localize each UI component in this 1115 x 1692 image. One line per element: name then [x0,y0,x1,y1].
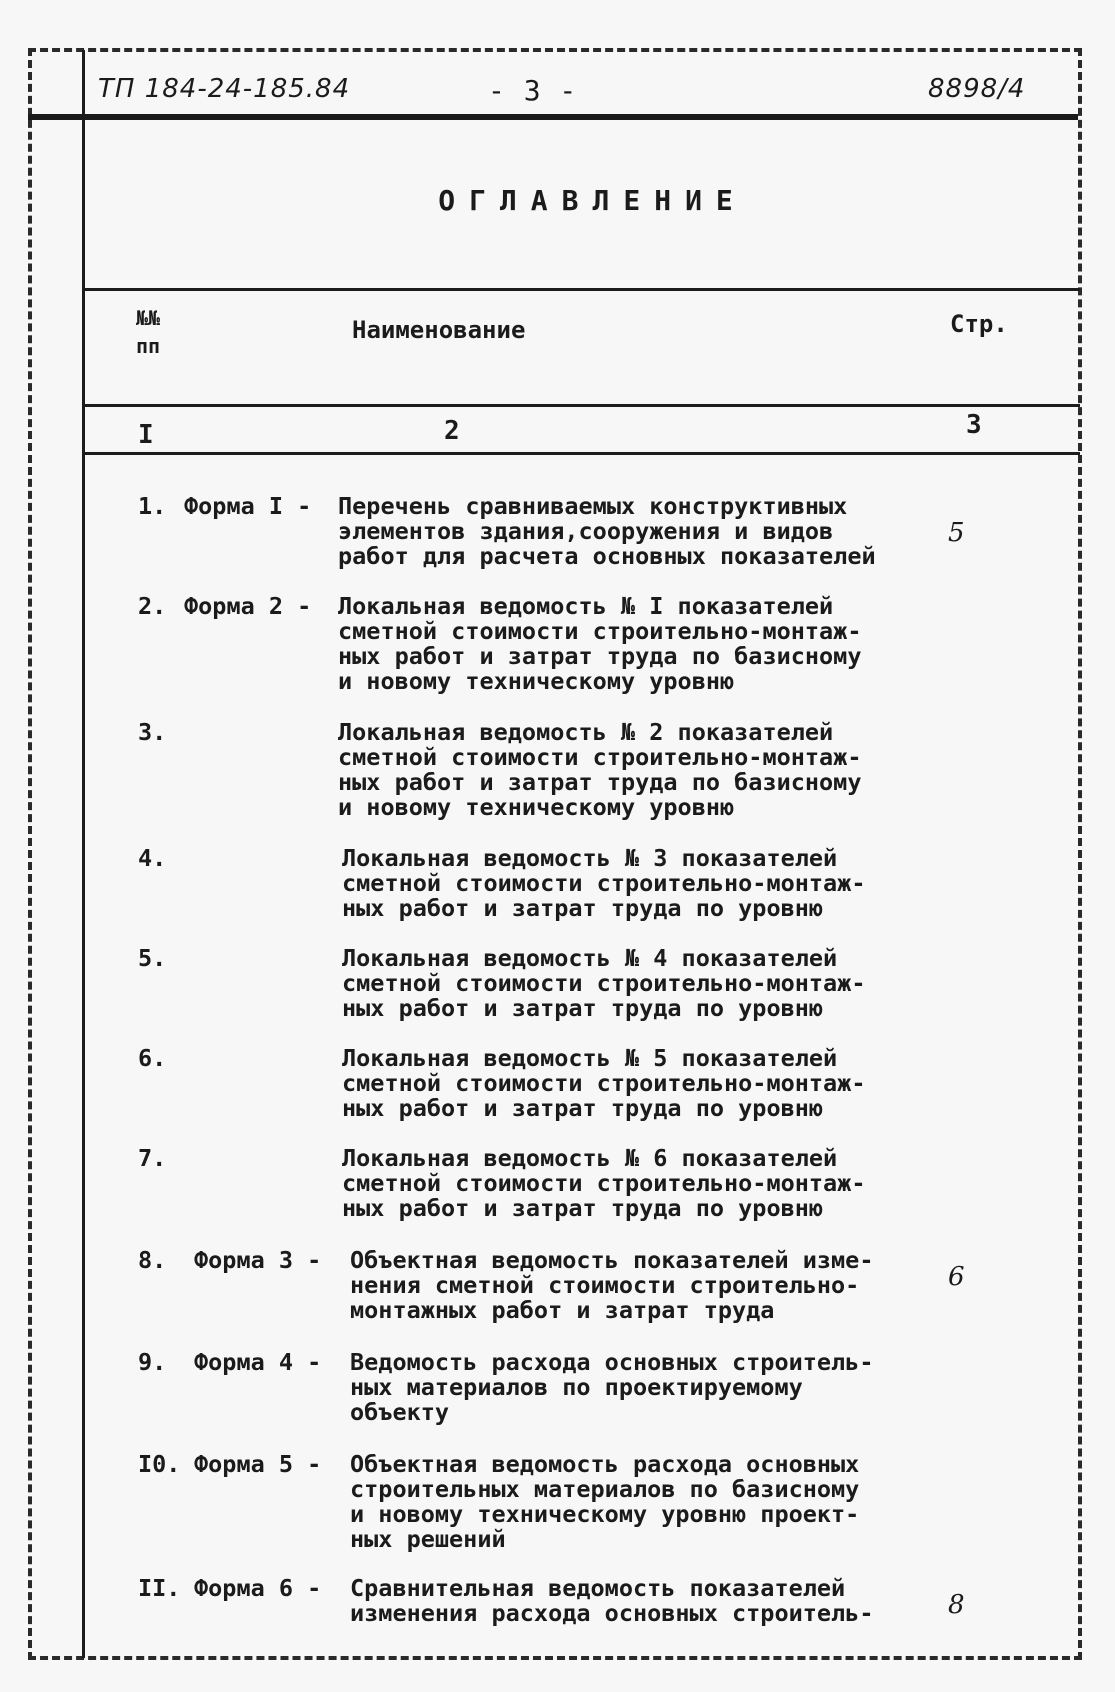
entry-number: I0. [138,1450,181,1478]
entry-title [342,1046,902,1121]
entry-number: 8. [138,1246,167,1274]
entry-title-line: Сравнительная ведомость показателей [350,1574,846,1602]
entry-number: 7. [138,1144,167,1172]
col-number-1: I [138,420,154,450]
entry-title-line: изменения расхода основных строитель- [350,1599,874,1627]
entry-form-label: Форма 5 - [194,1450,322,1478]
entry-title-line: Локальная ведомость № 4 показателей [342,944,838,972]
entry-form-label: Форма 3 - [194,1246,322,1274]
page-title: ОГЛАВЛЕНИЕ [438,184,747,217]
entry-number: 3. [138,718,167,746]
entry-title-line: элементов здания,сооружения и видов [338,517,834,545]
entry-title-line: нения сметной стоимости строительно- [350,1271,860,1299]
entry-title-line: строительных материалов по базисному [350,1475,860,1503]
entry-number: 1. [138,492,167,520]
entry-title-line: ных работ и затрат труда по уровню [342,1094,824,1122]
entry-title-line: Перечень сравниваемых конструктивных [338,492,848,520]
col-header-page: Стр. [950,310,1008,338]
entry-title [342,846,902,921]
entry-form-label: Форма 2 - [184,592,312,620]
entry-title-line: сметной стоимости строительно-монтаж- [338,617,862,645]
entry-title [342,1146,902,1221]
entry-page-number: 6 [948,1262,965,1292]
entry-page-number: 8 [948,1590,965,1620]
entry-number: 2. [138,592,167,620]
document-code: ТП 184-24-185.84 [98,74,351,104]
entry-title [350,1248,910,1323]
header-rule [28,114,1078,120]
entry-title-line: ных работ и затрат труда по уровню [342,1194,824,1222]
entry-title-line: Объектная ведомость показателей изме- [350,1246,874,1274]
entry-number: II. [138,1574,181,1602]
entry-title-line: объекту [350,1398,450,1426]
entry-number: 5. [138,944,167,972]
entry-title [350,1452,910,1552]
entry-title-line: и новому техническому уровню проект- [350,1500,860,1528]
col-header-number-line1: №№ [136,306,161,330]
entry-page-number: 5 [948,518,965,548]
entry-title [350,1576,910,1626]
entry-title-line: ных работ и затрат труда по уровню [342,894,824,922]
entry-title-line: сметной стоимости строительно-монтаж- [342,1169,866,1197]
entry-title-line: Локальная ведомость № 5 показателей [342,1044,838,1072]
entry-number: 4. [138,844,167,872]
entry-title [342,946,902,1021]
entry-title-line: ных работ и затрат труда по базисному [338,768,862,796]
col-number-2: 2 [444,416,460,446]
binding-margin-line [82,50,85,1658]
doc-number: 8898/4 [928,74,1026,104]
entry-title-line: ных решений [350,1525,506,1553]
page-number: - 3 - [488,74,578,107]
entry-number: 6. [138,1044,167,1072]
entry-title-line: Локальная ведомость № I показателей [338,592,834,620]
entry-title-line: сметной стоимости строительно-монтаж- [342,969,866,997]
entry-title-line: и новому техническому уровню [338,793,735,821]
col-number-3: 3 [966,410,982,440]
entry-title-line: сметной стоимости строительно-монтаж- [342,1069,866,1097]
table-top-rule [85,288,1080,291]
entry-title-line: Объектная ведомость расхода основных [350,1450,860,1478]
entry-title-line: Локальная ведомость № 2 показателей [338,718,834,746]
entry-title-line: ных материалов по проектируемому [350,1373,803,1401]
col-header-name: Наименование [352,316,526,344]
entry-title-line: Ведомость расхода основных строитель- [350,1348,874,1376]
entry-title-line: ных работ и затрат труда по уровню [342,994,824,1022]
entry-title [338,494,898,569]
entry-title-line: монтажных работ и затрат труда [350,1296,775,1324]
entry-title-line: Локальная ведомость № 6 показателей [342,1144,838,1172]
entry-title [350,1350,910,1425]
col-header-number-line2: пп [136,334,161,358]
entry-number: 9. [138,1348,167,1376]
header-divider-rule [85,404,1080,407]
entry-form-label: Форма I - [184,492,312,520]
column-numbers-rule [85,452,1080,455]
entry-form-label: Форма 6 - [194,1574,322,1602]
entry-title-line: и новому техническому уровню [338,667,735,695]
entry-title-line: ных работ и затрат труда по базисному [338,642,862,670]
entry-title-line: работ для расчета основных показателей [338,542,876,570]
entry-title-line: сметной стоимости строительно-монтаж- [342,869,866,897]
entry-title-line: Локальная ведомость № 3 показателей [342,844,838,872]
entry-form-label: Форма 4 - [194,1348,322,1376]
entry-title [338,720,898,820]
entry-title-line: сметной стоимости строительно-монтаж- [338,743,862,771]
entry-title [338,594,898,694]
